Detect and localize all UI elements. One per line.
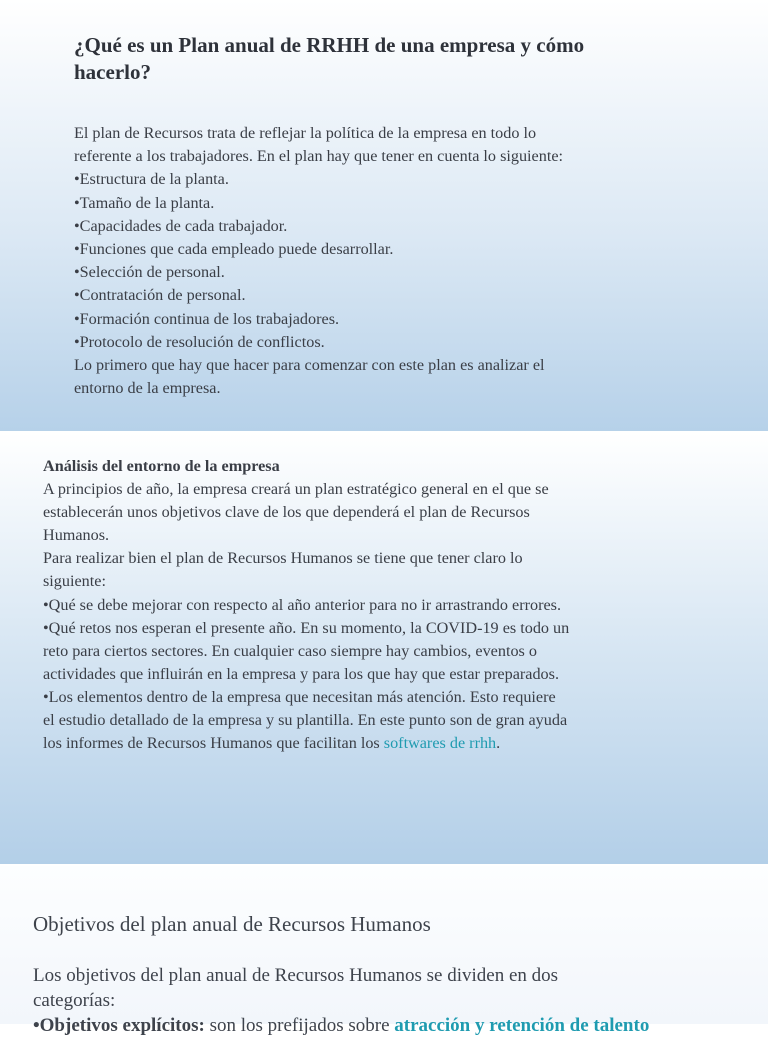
text-segment: los informes de Recursos Humanos que facilitan los [43,734,384,753]
paragraph-line [43,732,723,755]
objectives-text [33,963,733,1038]
slide-1 [0,0,768,431]
paragraph-line: referente a los trabajadores. En el plan hay que tener en cuenta lo siguiente: [74,147,564,166]
paragraph-line: Para realizar bien el plan de Recursos Humanos se tiene que tener claro lo [43,549,523,568]
list-item: •Protocolo de resolución de conflictos. [74,332,325,351]
list-item: •Estructura de la planta. [74,170,229,189]
list-item: •Qué retos nos esperan el presente año. En su momento, la COVID-19 es todo un [43,618,570,637]
paragraph-line: Lo primero que hay que hacer para comenzar con este plan es analizar el [74,356,545,375]
paragraph-line: A principios de año, la empresa creará un plan estratégico general en el que se [43,480,549,499]
list-item: •Contratación de personal. [74,286,246,305]
text-segment: son los prefijados sobre [209,1015,395,1036]
paragraph-line: Los objetivos del plan anual de Recursos Humanos se dividen en dos [33,965,559,986]
paragraph-line: actividades que influirán en la empresa y para los que hay que estar preparados. [43,664,559,683]
text-segment: . [496,734,501,753]
paragraph-line: Humanos. [43,526,110,545]
list-item: •Los elementos dentro de la empresa que necesitan más atención. Esto requiere [43,687,556,706]
section-heading: Análisis del entorno de la empresa [43,457,280,475]
section-heading: Objetivos del plan anual de Recursos Humanos [33,912,431,936]
softwares-rrhh-link[interactable]: softwares de rrhh [383,734,497,753]
paragraph-line: El plan de Recursos trata de reflejar la política de la empresa en todo lo [74,124,537,142]
list-item: •Selección de personal. [74,263,225,282]
paragraph-line: el estudio detallado de la empresa y su plantilla. En este punto son de gran ayuda [43,711,568,730]
title-line: hacerlo? [74,60,151,84]
slide-3 [0,866,768,1036]
paragraph-line: categorías: [33,990,116,1011]
intro-text [74,122,714,400]
analysis-section [43,455,723,755]
list-item [33,1013,733,1038]
list-item: •Tamaño de la planta. [74,193,215,212]
slide-2 [0,433,768,864]
paragraph-line: establecerán unos objetivos clave de los que dependerá el plan de Recursos [43,503,530,522]
list-item: •Funciones que cada empleado puede desarrollar. [74,240,394,259]
paragraph-line: entorno de la empresa. [74,379,221,398]
paragraph-line: siguiente: [43,572,106,591]
list-item: •Capacidades de cada trabajador. [74,216,288,235]
title-line: ¿Qué es un Plan anual de RRHH de una empresa y cómo [74,33,585,57]
list-item: •Formación continua de los trabajadores. [74,309,340,328]
page-title [74,32,714,86]
talent-link[interactable]: atracción y retención de talento [394,1015,650,1036]
list-item-label: •Objetivos explícitos: [33,1015,210,1036]
list-item: •Qué se debe mejorar con respecto al año anterior para no ir arrastrando errores. [43,595,562,614]
paragraph-line: reto para ciertos sectores. En cualquier caso siempre hay cambios, eventos o [43,641,537,660]
